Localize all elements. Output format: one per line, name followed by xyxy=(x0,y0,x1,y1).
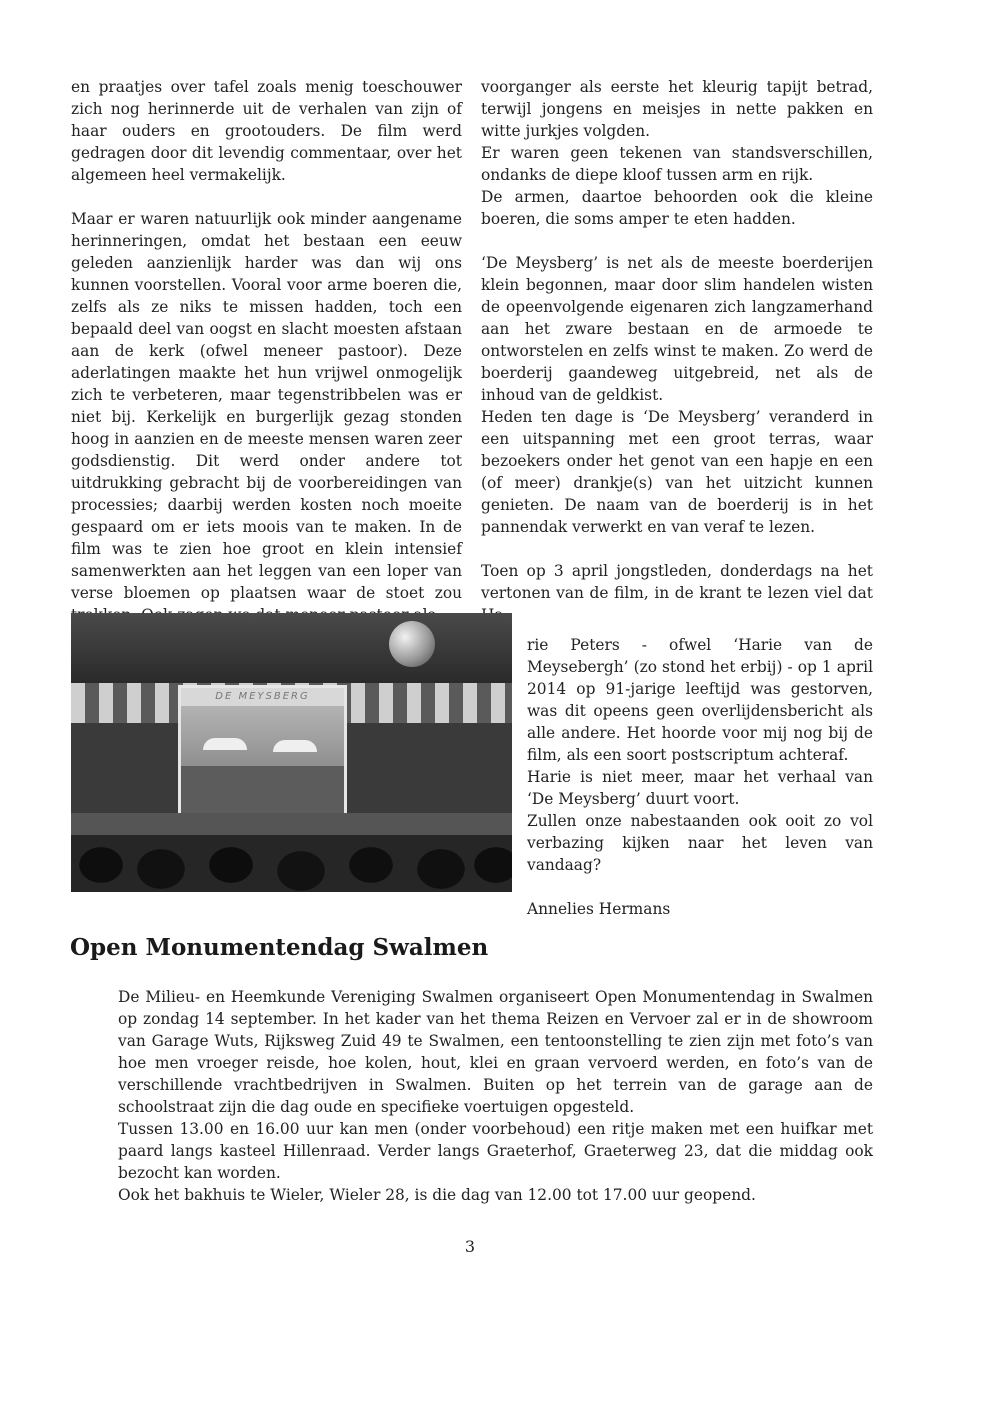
paragraph: ‘De Meysberg’ is net als de meeste boerderijen klein begonnen, maar door slim handelen wisten de opeenvolgende eigenaren zich langzamerhand aan het zware bestaan en de armoede te ontworstelen en zelfs winst te maken. Zo werd de boerderij gaandeweg uitgebreid, net als de inhoud van de geldkist. xyxy=(481,254,873,404)
disco-ball xyxy=(389,621,435,667)
paragraph: Er waren geen tekenen van standsverschillen, ondanks de diepe kloof tussen arm en rijk. xyxy=(481,144,873,184)
paragraph: Maar er waren natuurlijk ook minder aangename herinneringen, omdat het bestaan een eeuw geleden aanzienlijk harder was dan wij ons kunnen voorstellen. Vooral voor arme boeren die, zelfs als ze niks te missen hadden, toch een bepaald deel van oogst en slacht moesten afstaan aan de kerk (ofwel meneer pastoor). Deze aderlatingen maakte het hun vrijwel onmogelijk zich te verbeteren, maar tegenstribbelen was er niet bij. Kerkelijk en burgerlijk gezag stonden hoog in aanzien en de meeste mensen waren zeer godsdienstig. Dit werd onder andere tot uitdrukking gebracht bij de voorbereidingen van processies; daarbij werden kosten noch moeite gespaard om er iets moois van te maken. In de film was te zien hoe groot en klein intensief samenwerkten aan het leggen van een loper van verse bloemen op plaatsen waar de stoet zou xyxy=(71,210,462,602)
photo-ceiling xyxy=(71,613,512,683)
paragraph: rie Peters - ofwel ‘Harie van de Meysebergh’ (zo stond het erbij) - op 1 april 2014 op 91-jarige leeftijd was gestorven, was dit opeens geen overlijdensbericht als alle andere. Het hoorde voor mij nog bij de film, als een soort postscriptum achteraf. xyxy=(527,636,873,764)
article-left-column xyxy=(71,76,462,626)
paragraph: Tussen 13.00 en 16.00 uur kan men (onder voorbehoud) een ritje maken met een huifkar met paard langs kasteel Hillenraad. Verder langs Graeterhof, Graeterweg 23, dat die middag ook bezocht kan worden. xyxy=(118,1120,873,1182)
paragraph: voorganger als eerste het kleurig tapijt betrad, terwijl jongens en meisjes in nette pakken en witte jurkjes volgden. xyxy=(481,78,873,140)
umbrella xyxy=(203,738,247,750)
paragraph: De Milieu- en Heemkunde Vereniging Swalmen organiseert Open Monumentendag in Swalmen op zondag 14 september. In het kader van het thema Reizen en Vervoer zal er in de showroom van Garage Wuts, Rijksweg Zuid 49 te Swalmen, een tentoonstelling te zien zijn met foto’s van hoe men vroeger reisde, hoe kolen, hout, klei en graan vervoerd werden, en foto’s van de verschillende vrachtbedrijven in Swalmen. Buiten op het terrein van de garage aan de schoolstraat zijn die dag oude en specifieke voertuigen opgesteld. xyxy=(118,988,873,1116)
paragraph: Ook het bakhuis te Wieler, Wieler 28, is die dag van 12.00 tot 17.00 uur geopend. xyxy=(118,1186,756,1204)
page-number: 3 xyxy=(464,1237,476,1256)
paragraph: Toen op 3 april jongstleden, donderdags na het vertonen van de film, in de krant te lezen viel dat xyxy=(481,562,873,602)
umbrella xyxy=(273,740,317,752)
article-right-column xyxy=(481,76,873,626)
cinema-photo xyxy=(71,613,512,892)
article-right-lower-column xyxy=(527,634,873,920)
section-title: Open Monumentendag Swalmen xyxy=(70,934,489,961)
paragraph: De armen, daartoe behoorden ook die kleine boeren, die soms amper te eten hadden. xyxy=(481,188,873,228)
projection-screen xyxy=(178,685,347,819)
audience xyxy=(71,835,512,892)
paragraph: Zullen onze nabestaanden ook ooit zo vol verbazing kijken naar het leven van vandaag? xyxy=(527,812,873,874)
terrace xyxy=(181,766,344,816)
author-signature: Annelies Hermans xyxy=(527,900,671,918)
paragraph: Heden ten dage is ‘De Meysberg’ veranderd in een uitspanning met een groot terras, waar bezoekers onder het genot van een hapje en een (of meer) drankje(s) van het uitzicht kunnen genieten. De naam van de boerderij is in het pannendak verwerkt en van veraf te lezen. xyxy=(481,408,873,536)
paragraph: en praatjes over tafel zoals menig toeschouwer zich nog herinnerde uit de verhalen van zijn of haar ouders en grootouders. De film werd gedragen door dit levendig commentaar, over het algemeen heel vermakelijk. xyxy=(71,78,462,184)
screen-roof: DE MEYSBERG xyxy=(181,688,344,706)
section-body xyxy=(118,986,873,1206)
paragraph: Harie is niet meer, maar het verhaal van ‘De Meysberg’ duurt voort. xyxy=(527,768,873,808)
